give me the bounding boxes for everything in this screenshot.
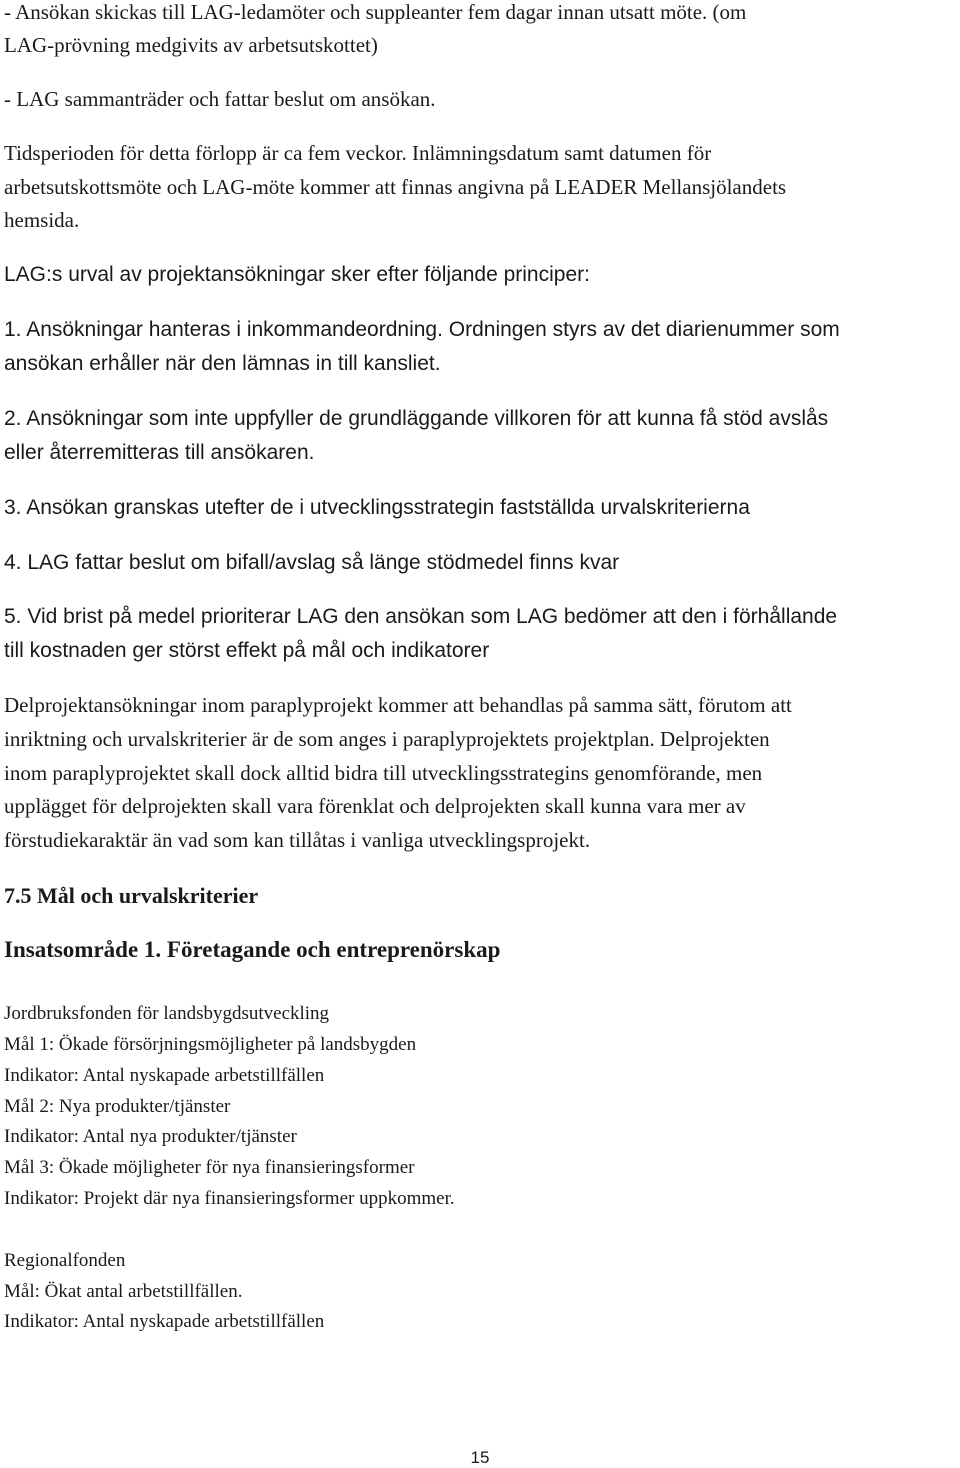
- text-line: Tidsperioden för detta förlopp är ca fem veckor. Inlämningsdatum samt datumen för: [4, 141, 712, 165]
- text-line: Delprojektansökningar inom paraplyprojekt kommer att behandlas på samma sätt, förutom att: [4, 693, 792, 717]
- text-line: LAG-prövning medgivits av arbetsutskottet): [4, 33, 378, 57]
- indicator-line: Indikator: Antal nyskapade arbetstillfällen: [4, 1311, 325, 1332]
- principle-5: 5. Vid brist på medel prioriterar LAG den ansökan som LAG bedömer att den i förhållande: [4, 605, 838, 628]
- text-line: förstudiekaraktär än vad som kan tillåtas i vanliga utvecklingsprojekt.: [4, 828, 591, 852]
- goal-line: Mål 3: Ökade möjligheter för nya finansieringsformer: [4, 1157, 415, 1178]
- indicator-line: Indikator: Projekt där nya finansieringsformer uppkommer.: [4, 1188, 455, 1209]
- text-line: - LAG sammanträder och fattar beslut om ansökan.: [4, 87, 436, 111]
- page-number: 15: [470, 1448, 490, 1467]
- text-line: hemsida.: [4, 208, 80, 232]
- text-line: inriktning och urvalskriterier är de som anges i paraplyprojektets projektplan. Delprojekten: [4, 727, 770, 751]
- goal-line: Mål: Ökat antal arbetstillfällen.: [4, 1281, 243, 1302]
- principle-2: 2. Ansökningar som inte uppfyller de grundläggande villkoren för att kunna få stöd avslås: [4, 407, 829, 430]
- section-heading: 7.5 Mål och urvalskriterier: [4, 883, 259, 908]
- fund-title: Jordbruksfonden för landsbygdsutveckling: [4, 1003, 330, 1024]
- text-line: inom paraplyprojektet skall dock alltid bidra till utvecklingsstrategins genomförande, men: [4, 761, 763, 785]
- indicator-line: Indikator: Antal nyskapade arbetstillfällen: [4, 1065, 325, 1086]
- principles-intro: LAG:s urval av projektansökningar sker efter följande principer:: [4, 263, 590, 286]
- principle-5-cont: till kostnaden ger störst effekt på mål och indikatorer: [4, 639, 490, 662]
- text-line: upplägget för delprojekten skall vara förenklat och delprojekten skall kunna vara mer av: [4, 794, 746, 818]
- text-line: arbetsutskottsmöte och LAG-möte kommer att finnas angivna på LEADER Mellansjölandets: [4, 175, 787, 199]
- principle-3: 3. Ansökan granskas utefter de i utvecklingsstrategin fastställda urvalskriterierna: [4, 496, 750, 519]
- principle-4: 4. LAG fattar beslut om bifall/avslag så länge stödmedel finns kvar: [4, 551, 620, 574]
- principle-1-cont: ansökan erhåller när den lämnas in till kansliet.: [4, 352, 441, 375]
- goal-line: Mål 2: Nya produkter/tjänster: [4, 1096, 231, 1117]
- fund-title: Regionalfonden: [4, 1250, 126, 1271]
- indicator-line: Indikator: Antal nya produkter/tjänster: [4, 1126, 297, 1147]
- text-line: - Ansökan skickas till LAG-ledamöter och suppleanter fem dagar innan utsatt möte. (om: [4, 0, 747, 24]
- goal-line: Mål 1: Ökade försörjningsmöjligheter på landsbygden: [4, 1034, 417, 1055]
- sub-heading: Insatsområde 1. Företagande och entreprenörskap: [4, 937, 501, 962]
- principle-1: 1. Ansökningar hanteras i inkommandeordning. Ordningen styrs av det diarienummer som: [4, 318, 840, 341]
- principle-2-cont: eller återremitteras till ansökaren.: [4, 441, 315, 464]
